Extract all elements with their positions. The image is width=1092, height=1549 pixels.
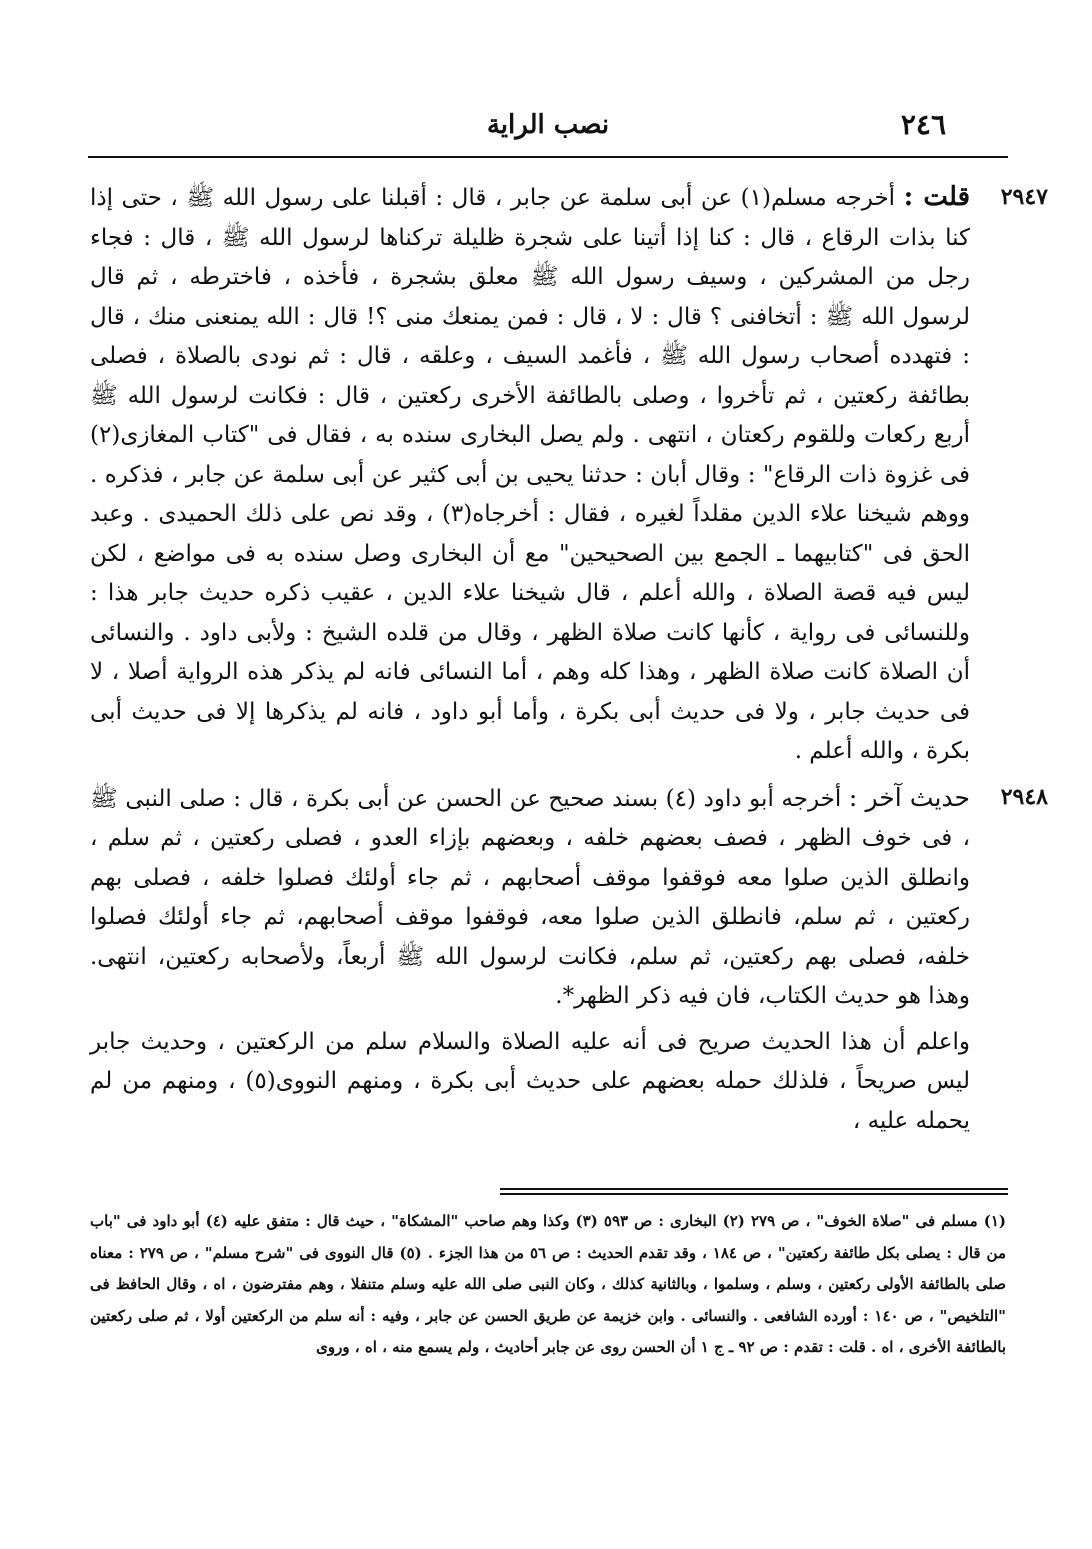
footnote-divider — [500, 1193, 1008, 1195]
main-text — [90, 178, 1048, 1141]
footnote-text: (١) مسلم فى "صلاة الخوف" ، ص ٢٧٩ (٢) البخارى : ص ٥٩٣ (٣) وكذا وهم صاحب "المشكاة" ، حيث قال : متفق عليه (٤) أبو داود فى "باب من قال : يصلى بكل طائفة ركعتين" ، ص ١٨٤ ، وقد تقدم الحديث : ص ٥٦ من هذا الجزء . (٥) قال النووى فى "شرح مسلم" ، ص ٢٧٩ : معناه صلى بالطائفة الأولى ركعتين ، وسلم ، وسلموا ، وبالثانية كذلك ، وكان النبى صلى الله عليه وسلم متنفلا ، وهم مفترضون ، اه ، وقال الحافظ فى "التلخيص" ، ص ١٤٠ : أورده الشافعى . والنسائى . وابن خزيمة عن طريق الحسن عن جابر ، وفيه : أنه سلم من الركعتين أولا ، ثم صلى ركعتين بالطائفة الأخرى ، اه . قلت : تقدم : ص ٩٢ ـ ج ١ أن الحسن روى عن جابر أحاديث ، ولم يسمع منه ، اه ، وروى — [90, 1212, 1006, 1356]
footnotes — [90, 1206, 1006, 1364]
hadith-lead: قلت : — [903, 182, 970, 212]
running-title: نصب الراية — [486, 110, 610, 140]
hadith-lead: حديث آخر : — [848, 782, 971, 812]
hadith-text: أخرجه مسلم(١) عن أبى سلمة عن جابر ، قال : أقبلنا على رسول الله ﷺ ، حتى إذا كنا بذات الرقاع ، قال : كنا إذا أتينا على شجرة ظليلة تركناها لرسول الله ﷺ ، قال : فجاء رجل من المشركين ، وسيف رسول الله ﷺ معلق بشجرة ، فأخذه ، فاخترطه ، ثم قال لرسول الله ﷺ : أتخافنى ؟ قال : لا ، قال : فمن يمنعك منى ؟! قال : الله يمنعنى منك ، قال : فتهدده أصحاب رسول الله ﷺ ، فأغمد السيف ، وعلقه ، قال : ثم نودى بالصلاة ، فصلى بطائفة ركعتين ، ثم تأخروا ، وصلى بالطائفة الأخرى ركعتين ، قال : فكانت لرسول الله ﷺ أربع ركعات وللقوم ركعتان ، انتهى . ولم يصل البخارى سنده به ، فقال فى "كتاب المغازى(٢) فى غزوة ذات الرقاع" : وقال أبان : حدثنا يحيى بن أبى كثير عن أبى سلمة عن جابر ، فذكره . ووهم شيخنا علاء الدين مقلداً لغيره ، فقال : أخرجاه(٣) ، وقد نص على ذلك الحميدى . وعبد الحق فى "كتابيهما ـ الجمع بين الصحيحين" مع أن البخارى وصل سنده به فى مواضع ، لكن ليس فيه قصة الصلاة ، والله أعلم ، قال شيخنا علاء الدين ، عقيب ذكره حديث جابر هذا : وللنسائى فى رواية ، كأنها كانت صلاة الظهر ، وقال من قلده الشيخ : ولأبى داود . والنسائى أن الصلاة كانت صلاة الظهر ، وهذا كله وهم ، أما النسائى فانه لم يذكر هذه الرواية أصلا ، لا فى حديث جابر ، ولا فى حديث أبى بكرة ، وأما أبو داود ، فانه لم يذكرها إلا فى حديث أبى بكرة ، والله أعلم . — [90, 185, 970, 764]
hadith-2948 — [90, 778, 1048, 1017]
page-header — [88, 100, 1008, 158]
hadith-2947 — [90, 178, 1048, 772]
hadith-text: أخرجه أبو داود (٤) بسند صحيح عن الحسن عن أبى بكرة ، قال : صلى النبى ﷺ ، فى خوف الظهر ، فصف بعضهم خلفه ، وبعضهم بإزاء العدو ، فصلى ركعتين ، ثم سلم ، وانطلق الذين صلوا معه فوقفوا موقف أصحابهم ، ثم جاء أولئك فصلوا خلفه ، فصلى بهم ركعتين ، ثم سلم، فانطلق الذين صلوا معه، فوقفوا موقف أصحابهم، ثم جاء أولئك فصلوا خلفه، فصلى بهم ركعتين، ثم سلم، فكانت لرسول الله ﷺ أربعاً، ولأصحابه ركعتين، انتهى. وهذا هو حديث الكتاب، فان فيه ذكر الظهر*. — [90, 785, 970, 1009]
footnote-divider — [500, 1188, 1008, 1190]
page-number: ٢٤٦ — [900, 108, 946, 141]
closing-paragraph: واعلم أن هذا الحديث صريح فى أنه عليه الصلاة والسلام سلم من الركعتين ، وحديث جابر ليس صريحاً ، فلذلك حمله بعضهم على حديث أبى بكرة ، ومنهم النووى(٥) ، ومنهم من لم يحمله عليه ، — [90, 1028, 970, 1134]
hadith-number: ٢٩٤٨ — [1000, 783, 1048, 810]
hadith-number: ٢٩٤٧ — [1000, 184, 1048, 210]
